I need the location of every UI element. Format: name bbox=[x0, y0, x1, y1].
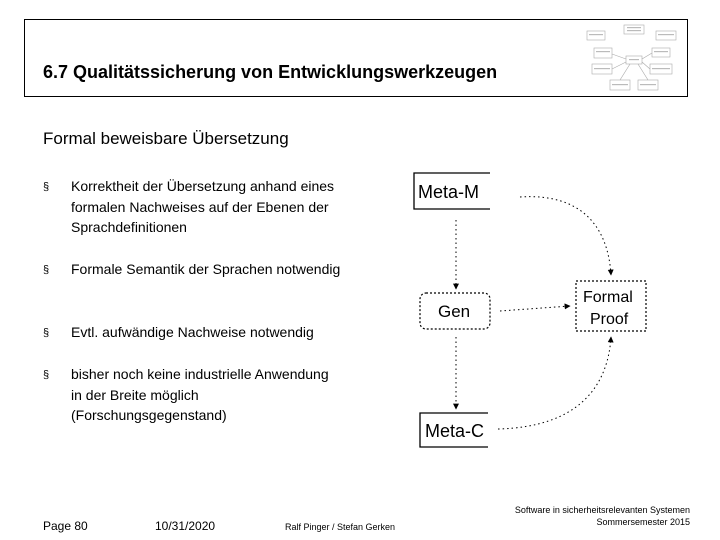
footer-semester: Sommersemester 2015 bbox=[596, 517, 690, 527]
footer-course-title: Software in sicherheitsrelevanten Systemen bbox=[514, 505, 690, 515]
bullet-item bbox=[43, 364, 341, 426]
slide-title: 6.7 Qualitätssicherung von Entwicklungswerkzeugen bbox=[43, 62, 498, 82]
bullet-item bbox=[43, 176, 351, 238]
meta-m-label: Meta-M bbox=[418, 182, 480, 202]
footer-date: 10/31/2020 bbox=[155, 519, 216, 533]
formal-label: Formal bbox=[583, 289, 633, 306]
gen-to-proof-arrow bbox=[500, 306, 570, 311]
bullet-square-icon: § bbox=[43, 327, 50, 339]
bullet-square-icon: § bbox=[43, 181, 50, 193]
bullet-text: Formale Semantik der Sprachen notwendig bbox=[71, 261, 341, 277]
bullet-item bbox=[43, 259, 351, 281]
footer-authors: Ralf Pinger / Stefan Gerken bbox=[285, 522, 396, 532]
bullet-text: bisher noch keine industrielle Anwendung in der Breite möglich (Forschungsgegenstand) bbox=[71, 366, 329, 423]
bullet-text: Korrektheit der Übersetzung anhand eines formalen Nachweises auf der Ebenen der Sprachdefinitionen bbox=[71, 178, 335, 235]
overview-thumbnail-image bbox=[584, 24, 684, 94]
bullet-item bbox=[43, 322, 391, 344]
bullet-square-icon: § bbox=[43, 264, 50, 276]
gen-label: Gen bbox=[438, 302, 471, 321]
page-number: Page 80 bbox=[43, 519, 88, 533]
proof-label: Proof bbox=[590, 311, 629, 328]
meta-c-to-proof-arrow bbox=[498, 337, 611, 429]
translation-proof-diagram bbox=[410, 165, 670, 455]
bullet-square-icon: § bbox=[43, 369, 50, 381]
bullet-text: Evtl. aufwändige Nachweise notwendig bbox=[71, 324, 314, 340]
footer-course bbox=[515, 504, 690, 528]
meta-m-to-proof-arrow bbox=[520, 197, 611, 275]
section-subtitle: Formal beweisbare Übersetzung bbox=[43, 129, 289, 148]
meta-c-label: Meta-C bbox=[425, 421, 485, 441]
